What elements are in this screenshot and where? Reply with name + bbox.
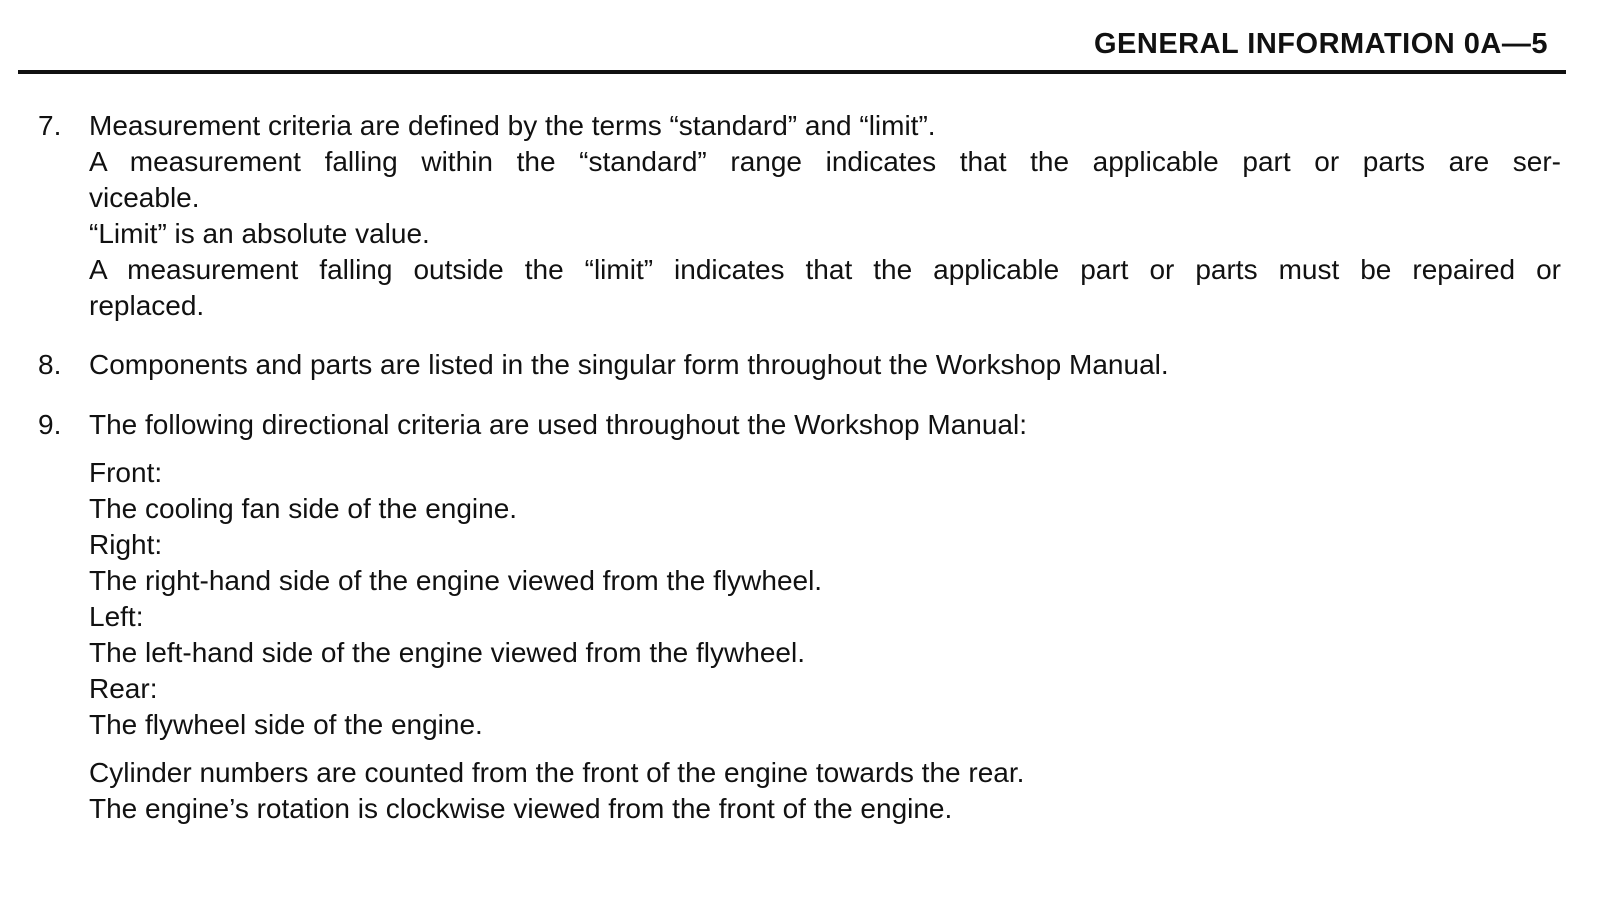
direction-rear xyxy=(89,671,1561,743)
item-line: viceable. xyxy=(89,182,200,213)
page-title: GENERAL INFORMATION 0A—5 xyxy=(1093,28,1548,60)
item-text xyxy=(89,347,1561,383)
direction-description: The cooling fan side of the engine. xyxy=(89,493,518,524)
direction-label: Right: xyxy=(89,529,163,560)
item-line: Components and parts are listed in the singular form throughout the Workshop Manual. xyxy=(89,349,1169,380)
direction-right xyxy=(89,527,1561,599)
direction-list xyxy=(89,455,1561,743)
item-number: 7. xyxy=(38,110,62,141)
direction-description: The right-hand side of the engine viewed from the flywheel. xyxy=(89,565,823,596)
header-divider xyxy=(18,70,1566,74)
engine-notes xyxy=(89,755,1561,827)
item-text xyxy=(89,407,1561,827)
item-line: A measurement falling outside the “limit” indicates that the applicable part or parts must be repaired or xyxy=(89,254,1561,285)
item-text xyxy=(89,108,1561,324)
direction-front xyxy=(89,455,1561,527)
item-line: replaced. xyxy=(89,290,205,321)
item-number: 8. xyxy=(38,349,62,380)
direction-label: Left: xyxy=(89,601,144,632)
direction-description: The left-hand side of the engine viewed from the flywheel. xyxy=(89,637,805,668)
item-number: 9. xyxy=(38,409,62,440)
item-line: Measurement criteria are defined by the terms “standard” and “limit”. xyxy=(89,110,936,141)
item-line: “Limit” is an absolute value. xyxy=(89,218,430,249)
engine-note: Cylinder numbers are counted from the front of the engine towards the rear. xyxy=(89,757,1025,788)
engine-note: The engine’s rotation is clockwise viewed from the front of the engine. xyxy=(89,793,953,824)
item-intro: The following directional criteria are used throughout the Workshop Manual: xyxy=(89,409,1027,440)
direction-description: The flywheel side of the engine. xyxy=(89,709,483,740)
direction-left xyxy=(89,599,1561,671)
direction-label: Rear: xyxy=(89,673,158,704)
direction-label: Front: xyxy=(89,457,163,488)
item-line: A measurement falling within the “standard” range indicates that the applicable part or parts are ser- xyxy=(89,146,1561,177)
